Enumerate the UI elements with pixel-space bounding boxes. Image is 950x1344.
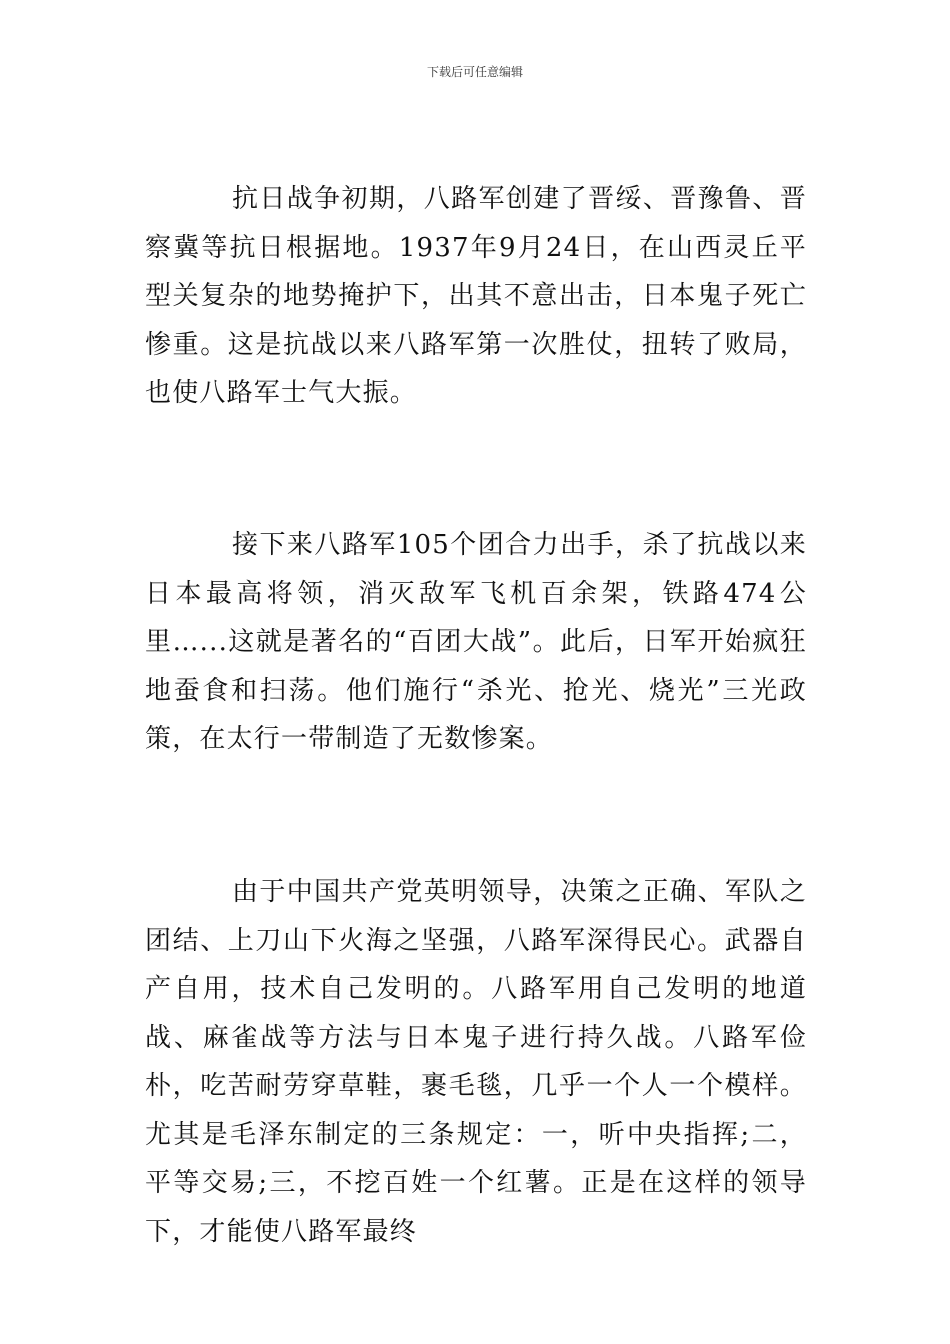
paragraph-3: 由于中国共产党英明领导，决策之正确、军队之团结、上刀山下火海之坚强，八路军深得民心。武器自产自用，技术自己发明的。八路军用自己发明的地道战、麻雀战等方法与日本鬼子进行持久战。八路军俭朴，吃苦耐劳穿草鞋，裹毛毯，几乎一个人一个模样。尤其是毛泽东制定的三条规定：一，听中央指挥;二，平等交易;三，不挖百姓一个红薯。正是在这样的领导下，才能使八路军最终: [145, 877, 807, 1247]
paragraph-2: 接下来八路军105个团合力出手，杀了抗战以来日本最高将领，消灭敌军飞机百余架，铁路474公里…...这就是著名的“百团大战”。此后，日军开始疯狂地蚕食和扫荡。他们施行“杀光、抢光、烧光”三光政策，在太行一带制造了无数惨案。: [145, 530, 807, 754]
paragraph-1: 抗日战争初期，八路军创建了晋绥、晋豫鲁、晋察冀等抗日根据地。1937年9月24日，在山西灵丘平型关复杂的地势掩护下，出其不意出击，日本鬼子死亡惨重。这是抗战以来八路军第一次胜仗，扭转了败局，也使八路军士气大振。: [145, 184, 807, 408]
page-header: 下载后可任意编辑: [426, 65, 523, 79]
